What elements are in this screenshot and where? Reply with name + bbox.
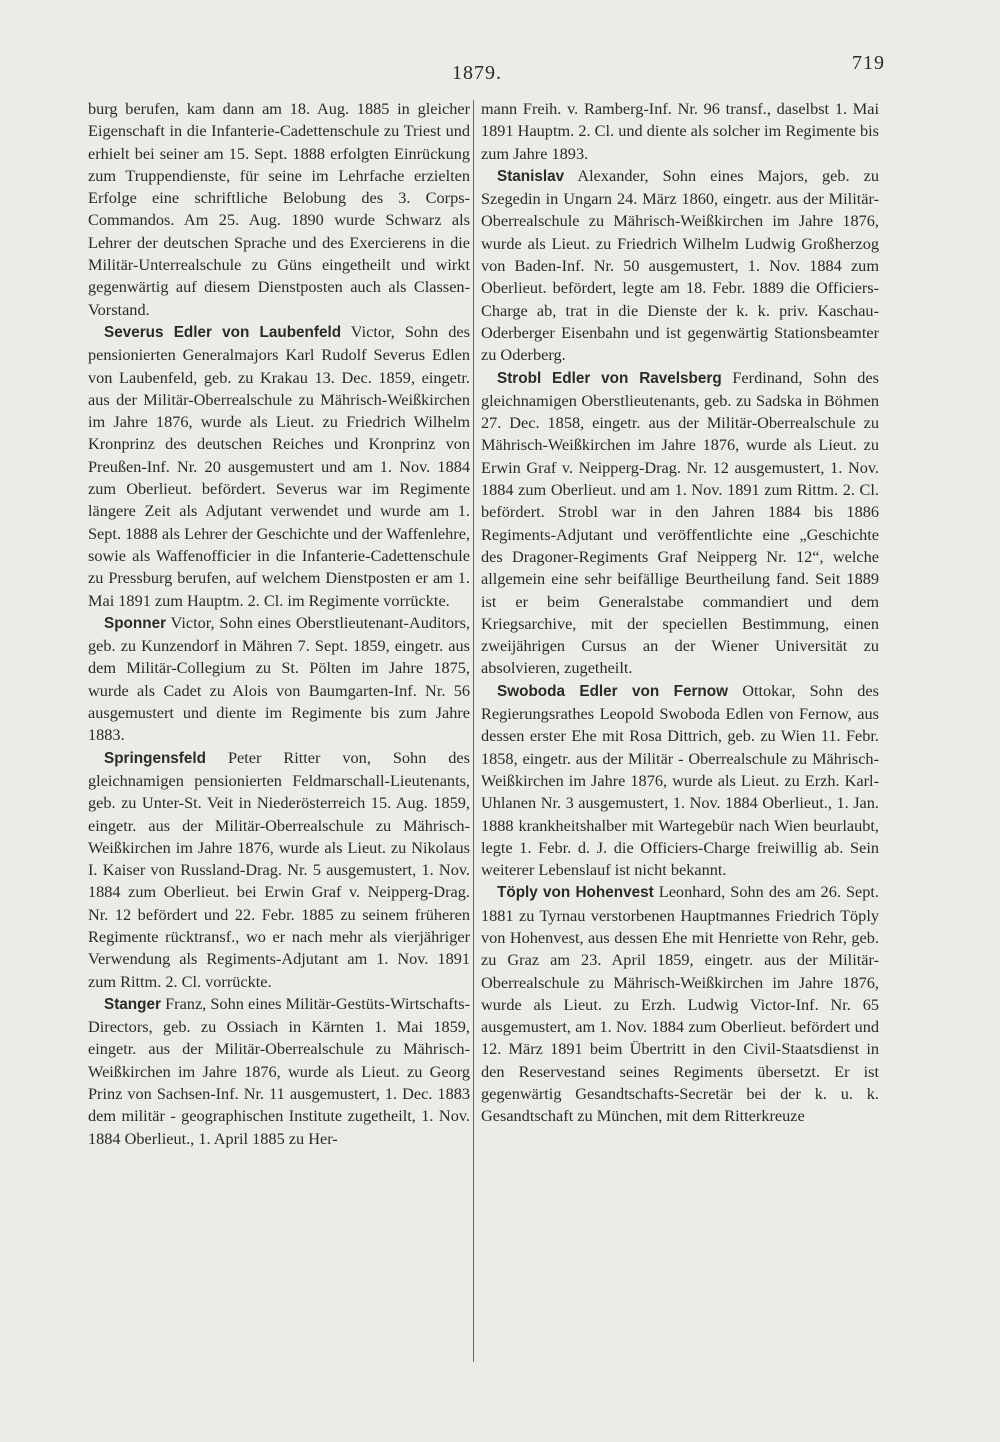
entry-name: Springensfeld bbox=[104, 749, 206, 767]
entry-text: Peter Ritter von, Sohn des gleichnamigen pensionierten Feldmarschall-Lieutenants, geb. zu Unter-St. Veit in Niederösterreich 15. Aug. 1859, eingetr. aus der Militär-Oberrealschule zu Mährisch-Weißkirchen im Jahre 1876, wurde als Lieut. zu Nikolaus I. Kaiser von Russland-Drag. Nr. 5 ausgemustert, 1. Nov. 1884 zum Oberlieut. bei Erwin Graf v. Neipperg-Drag. Nr. 12 befördert und 22. Febr. 1885 zu seinem früheren Regimente rücktransf., wo er nach mehr als vierjähriger Verwendung als Regiments-Adjutant am 1. Nov. 1891 zum Rittm. 2. Cl. vorrückte. bbox=[88, 747, 470, 991]
entry-text: Alexander, Sohn eines Majors, geb. zu Szegedin in Ungarn 24. März 1860, eingetr. aus der Militär-Oberrealschule zu Mährisch-Weißkirchen im Jahre 1876, wurde als Lieut. zu Friedrich Wilhelm Ludwig Großherzog von Baden-Inf. Nr. 50 ausgemustert, 1. Nov. 1884 zum Oberlieut. befördert, legte am 18. Febr. 1889 die Officiers-Charge ab, trat in die Dienste der k. k. priv. Kaschau-Oderberger Eisenbahn und ist gegenwärtig Stationsbeamter zu Oderberg. bbox=[481, 165, 879, 365]
page-year: 1879. bbox=[452, 62, 502, 84]
left-column bbox=[88, 98, 470, 1150]
entry-name: Severus Edler von Laubenfeld bbox=[104, 323, 342, 341]
entry-name: Strobl Edler von Ravelsberg bbox=[497, 369, 722, 387]
entry-text: Victor, Sohn eines Oberstlieutenant-Auditors, geb. zu Kunzendorf in Mähren 7. Sept. 1859, eingetr. aus dem Militär-Collegium zu St. Pölten im Jahre 1875, wurde als Cadet zu Alois von Baumgarten-Inf. Nr. 56 ausgemustert und diente im Regimente bis zum Jahre 1883. bbox=[88, 612, 470, 745]
entry-text: Franz, Sohn eines Militär-Gestüts-Wirtschafts-Directors, geb. zu Ossiach in Kärnten 1. Mai 1859, eingetr. aus der Militär-Oberrealschule zu Mährisch-Weißkirchen im Jahre 1876, wurde als Lieut. zu Georg Prinz von Sachsen-Inf. Nr. 11 ausgemustert, 1. Dec. 1883 dem militär - geographischen Institute zugetheilt, 1. Nov. 1884 Oberlieut., 1. April 1885 zu Her- bbox=[88, 993, 470, 1148]
column-divider bbox=[473, 100, 474, 1362]
entry-name: Stanislav bbox=[497, 167, 565, 185]
right-column bbox=[481, 98, 879, 1128]
entry-text: Ottokar, Sohn des Regierungsrathes Leopold Swoboda Edlen von Fernow, aus dessen erster Ehe mit Rosa Dittrich, geb. zu Wien 11. Febr. 1858, eingetr. aus der Militär - Oberrealschule zu Mährisch-Weißkirchen im Jahre 1876, wurde als Lieut. zu Erzh. Karl-Uhlanen Nr. 3 ausgemustert, 1. Nov. 1884 Oberlieut., 1. Jan. 1888 krankheitshalber mit Wartegebür nach Wien beurlaubt, legte 1. Febr. d. J. die Officiers-Charge freiwillig ab. Sein weiterer Lebenslauf ist nicht bekannt. bbox=[481, 680, 879, 880]
entry-swoboda bbox=[481, 680, 879, 882]
entry-toeply bbox=[481, 881, 879, 1127]
entry-name: Töply von Hohenvest bbox=[497, 884, 654, 902]
entry-stanislav bbox=[481, 165, 879, 367]
entry-sponner bbox=[88, 612, 470, 747]
entry-stanger bbox=[88, 993, 470, 1150]
entry-name: Sponner bbox=[104, 614, 167, 632]
entry-text: Ferdinand, Sohn des gleichnamigen Oberstlieutenants, geb. zu Sadska in Böhmen 27. Dec. 1858, eingetr. aus der Militär-Oberrealschule zu Mährisch-Weißkirchen im Jahre 1876, wurde als Lieut. zu Erwin Graf v. Neipperg-Drag. Nr. 12 ausgemustert, 1. Nov. 1884 zum Oberlieut. und am 1. Nov. 1891 zum Rittm. 2. Cl. befördert. Strobl war in den Jahren 1884 bis 1886 Regiments-Adjutant und veröffentlichte eine „Geschichte des Dragoner-Regiments Graf Neipperg Nr. 12“, welche allgemein eine sehr beifällige Beurtheilung fand. Seit 1889 ist er beim Generalstabe commandiert und dem Kriegsarchive, mit der speciellen Bestimmung, einen zweijährigen Cursus an der Wiener Universität zu absolvieren, zugetheilt. bbox=[481, 367, 879, 678]
page-number: 719 bbox=[852, 52, 885, 74]
entry-name: Swoboda Edler von Fernow bbox=[497, 682, 729, 700]
entry-name: Stanger bbox=[104, 995, 161, 1013]
entry-springensfeld bbox=[88, 747, 470, 993]
entry-text: Victor, Sohn des pensionierten Generalmajors Karl Rudolf Severus Edlen von Laubenfeld, geb. zu Krakau 13. Dec. 1859, eingetr. aus der Militär-Oberrealschule zu Mährisch-Weißkirchen im Jahre 1876, wurde als Lieut. zu Friedrich Wilhelm Kronprinz des deutschen Reiches und Kronprinz von Preußen-Inf. Nr. 20 ausgemustert und am 1. Nov. 1884 zum Oberlieut. befördert. Severus war im Regimente längere Zeit als Adjutant verwendet und wurde am 1. Sept. 1888 als Lehrer der Geschichte und der Waffenlehre, sowie als Waffenofficier in die Infanterie-Cadettenschule zu Pressburg berufen, auf welchem Dienstposten er am 1. Mai 1891 zum Hauptm. 2. Cl. im Regimente vorrückte. bbox=[88, 321, 470, 610]
entry-text: Leonhard, Sohn des am 26. Sept. 1881 zu Tyrnau verstorbenen Hauptmannes Friedrich Töply von Hohenvest, aus dessen Ehe mit Henriette von Rehr, geb. zu Graz am 23. April 1859, eingetr. aus der Militär-Oberrealschule zu Mährisch-Weißkirchen im Jahre 1876, wurde als Lieut. zu Erzh. Ludwig Victor-Inf. Nr. 65 ausgemustert, am 1. Nov. 1884 zum Oberlieut. befördert und 12. März 1891 beim Übertritt in den Civil-Staatsdienst in den Reservestand seines Regiments übersetzt. Er ist gegenwärtig Gesandtschafts-Secretär bei der k. u. k. Gesandtschaft zu München, mit dem Ritterkreuze bbox=[481, 882, 879, 1126]
entry-severus bbox=[88, 321, 470, 612]
entry-strobl bbox=[481, 367, 879, 680]
paragraph-continuation: mann Freih. v. Ramberg-Inf. Nr. 96 transf., daselbst 1. Mai 1891 Hauptm. 2. Cl. und diente als solcher im Regimente bis zum Jahre 1893. bbox=[481, 99, 879, 163]
page-header bbox=[0, 52, 1000, 96]
paragraph-continuation: burg berufen, kam dann am 18. Aug. 1885 in gleicher Eigenschaft in die Infanterie-Cadettenschule zu Triest und erhielt bei seiner am 15. Sept. 1888 erfolgten Einrückung zum Truppendienste, für seine im Lehrfache erzielten Erfolge eine schriftliche Belobung des 3. Corps-Commandos. Am 25. Aug. 1890 wurde Schwarz als Lehrer der deutschen Sprache und des Exercierens in die Militär-Unterrealschule zu Güns eingetheilt und wirkt gegenwärtig auf diesem Dienstposten auch als Classen-Vorstand. bbox=[88, 99, 470, 319]
